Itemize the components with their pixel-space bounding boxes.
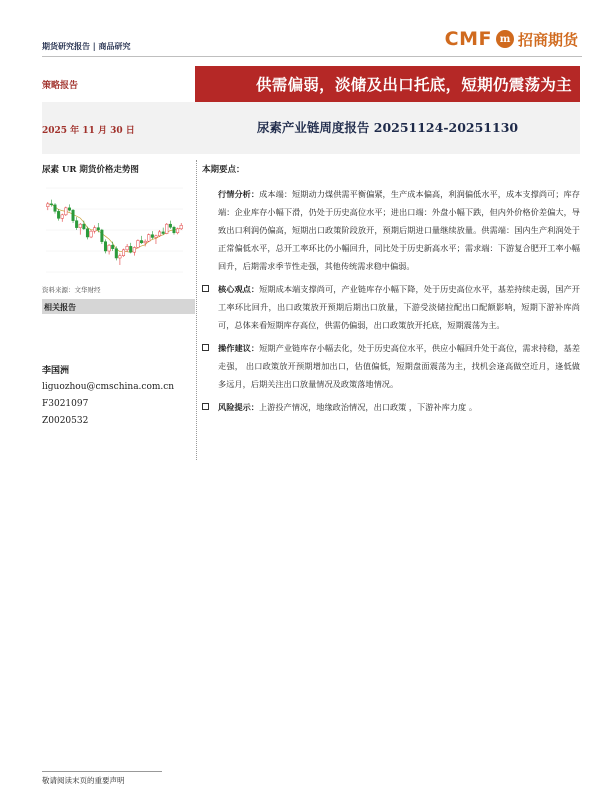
report-title: 供需偏弱，淡储及出口托底，短期仍震荡为主 xyxy=(255,75,572,94)
logo-cn-text: 招商期货 xyxy=(517,30,578,49)
author-license-id: F3021097 xyxy=(42,399,89,409)
related-reports-label: 相关报告 xyxy=(44,302,76,312)
point-market-analysis xyxy=(202,185,580,275)
bullet-square-icon xyxy=(202,285,209,292)
candle-body xyxy=(137,241,140,248)
moving-average-line xyxy=(48,204,181,253)
candle-body xyxy=(104,242,107,251)
sidebar-chart-title: 尿素 UR 期货价格走势图 xyxy=(42,165,139,175)
candle-body xyxy=(133,248,136,253)
main-content xyxy=(202,163,580,421)
candle-body xyxy=(90,231,93,237)
candle-body xyxy=(61,215,64,219)
point-risk-warning xyxy=(202,398,580,416)
candle-body xyxy=(50,204,53,205)
candle-body xyxy=(57,211,60,218)
logo-mark-icon: m xyxy=(496,30,514,48)
candle-body xyxy=(158,232,161,236)
company-logo xyxy=(445,28,578,50)
logo-cmf-text: CMF xyxy=(444,28,492,50)
candle-body xyxy=(79,224,82,228)
candle-body xyxy=(108,245,111,251)
candle-body xyxy=(180,225,183,229)
price-chart xyxy=(42,182,195,278)
point-text: 上游投产情况，地缘政治情况，出口政策 ，下游补库力度 。 xyxy=(258,402,478,412)
candle-body xyxy=(126,246,129,250)
point-lead: 风险提示： xyxy=(218,402,259,412)
candle-body xyxy=(111,245,114,249)
candle-body xyxy=(151,235,154,238)
footer-disclaimer: 敬请阅读末页的重要声明 xyxy=(42,776,125,785)
candle-body xyxy=(72,210,75,220)
footer-divider xyxy=(42,771,162,772)
chart-source: 资料来源：文华财经 xyxy=(42,286,101,294)
report-date: 2025 年 11 月 30 日 xyxy=(42,126,135,136)
candle-body xyxy=(65,208,68,215)
candle-body xyxy=(115,249,118,258)
report-category: 策略报告 xyxy=(42,81,79,91)
header-breadcrumb: 期货研究报告 | 商品研究 xyxy=(42,41,131,51)
candle-body xyxy=(122,250,125,256)
column-divider xyxy=(196,160,197,460)
point-operation-advice xyxy=(202,339,580,393)
candle-body xyxy=(119,256,122,258)
candle-body xyxy=(83,224,86,229)
title-banner xyxy=(195,66,580,102)
point-text: 短期成本端支撑尚可，产业链库存小幅下降，处于历史高位水平，基差持续走弱，国产开工率环比回升，出口政策放开预期后期出口放量，下游受淡储拉配出口配额影响，短期下游补库尚可，总体来看短期库存高位，供需仍偏弱，出口政策放开托底，短期震荡为主。 xyxy=(218,284,580,330)
point-text: 短期产业链库存小幅去化，处于历史高位水平，供应小幅回升处于高位，需求持稳，基差走强， 出口政策放开预期增加出口，估值偏低，短期盘面震荡为主，找机会逢高做空近月，逢低做多远月，后期关注出口放量情况及政策落地情况。 xyxy=(218,343,580,389)
key-points-heading: 本期要点： xyxy=(202,165,245,175)
price-chart-svg xyxy=(42,182,195,278)
candle-body xyxy=(129,246,132,252)
candle-body xyxy=(68,208,71,210)
author-license-id: Z0020532 xyxy=(42,416,89,426)
candle-body xyxy=(155,236,158,238)
candle-body xyxy=(140,241,143,243)
author-name: 李国洲 xyxy=(42,366,70,376)
candle-body xyxy=(166,224,169,233)
point-core-view xyxy=(202,280,580,334)
candle-body xyxy=(86,229,89,237)
candle-body xyxy=(173,227,176,233)
candle-body xyxy=(93,228,96,232)
candle-body xyxy=(97,228,100,230)
point-text: 成本端：短期动力煤供需平衡偏紧，生产成本偏高，利润偏低水平，成本支撑尚可；库存端：企业库存小幅下滑，仍处于历史高位水平；进出口端：外盘小幅下跌，但内外价格价差偏大，导致出口利润仍偏高，短期出口政策阶段放开，预期后期进口量继续放量。供需端：国内生产利润处于正常偏低水平，总开工率环比仍小幅回升，同比处于历史新高水平；需求端：下游复合肥开工率小幅回升，后期需求季节性走强，其他传统需求稳中偏弱。 xyxy=(218,189,580,271)
bullet-square-icon xyxy=(202,344,209,351)
candle-body xyxy=(75,221,78,228)
candle-body xyxy=(101,230,104,242)
author-email[interactable]: liguozhou@cmschina.com.cn xyxy=(42,382,175,392)
point-lead: 行情分析： xyxy=(218,189,260,199)
candle-body xyxy=(147,235,150,242)
candle-body xyxy=(144,241,147,243)
candle-body xyxy=(54,205,57,212)
bullet-square-icon xyxy=(202,403,209,410)
point-lead: 操作建议： xyxy=(218,343,260,353)
candle-body xyxy=(176,229,179,233)
report-subtitle: 尿素产业链周度报告 20251124-20251130 xyxy=(256,120,519,135)
candle-body xyxy=(169,224,172,227)
header-divider xyxy=(42,56,582,57)
candle-body xyxy=(162,232,165,234)
point-lead: 核心观点： xyxy=(218,284,260,294)
candle-body xyxy=(47,204,50,207)
